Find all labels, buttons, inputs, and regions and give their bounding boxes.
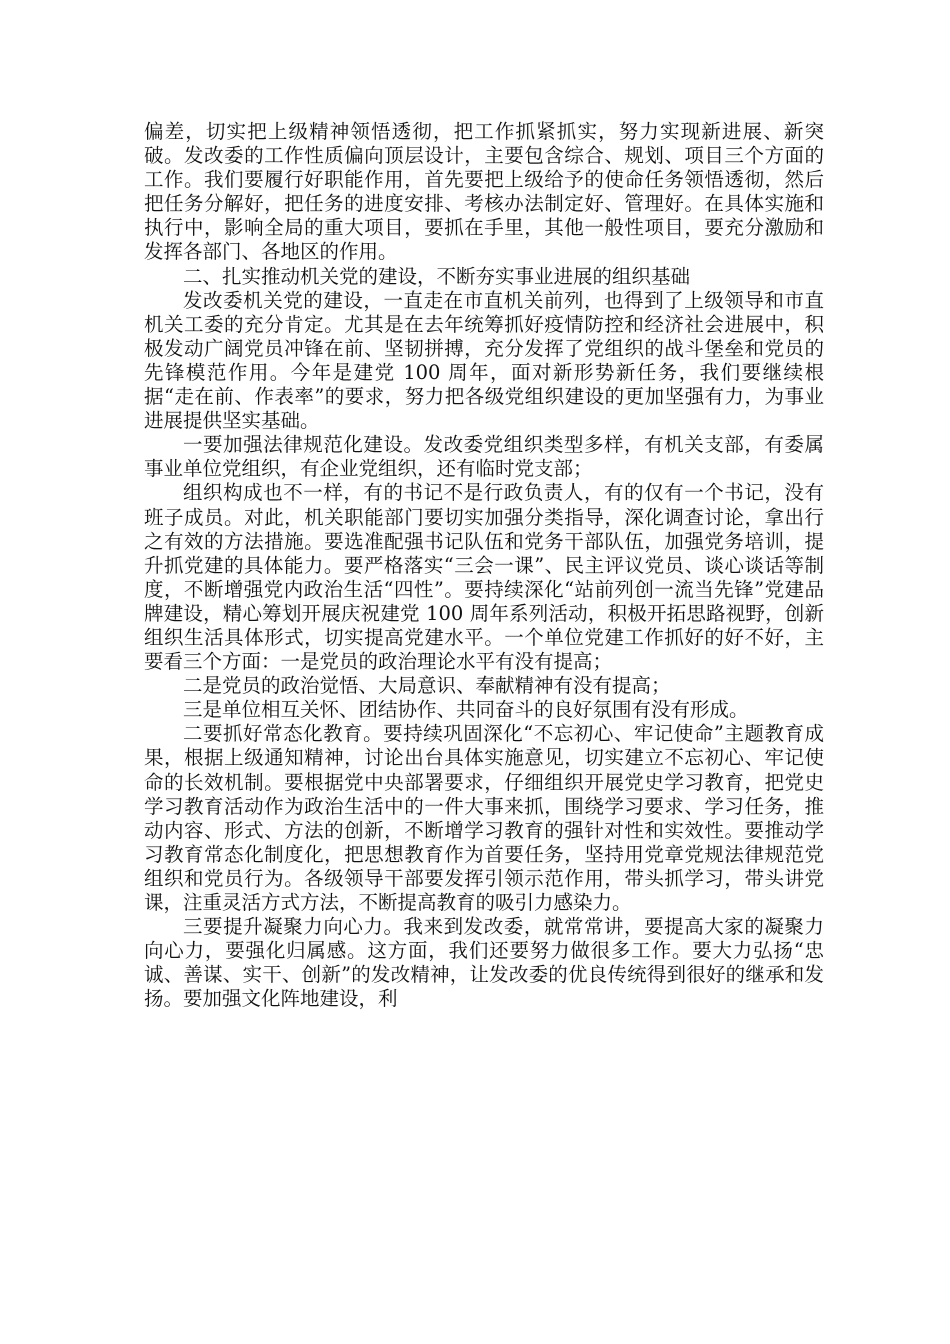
paragraph: 二要抓好常态化教育。要持续巩固深化“不忘初心、牢记使命”主题教育成果，根据上级通知精神，讨论出台具体实施意见，切实建立不忘初心、牢记使命的长效机制。要根据党中央部署要求，仔细组织开展党史学习教育，把党史学习教育活动作为政治生活中的一件大事来抓，围绕学习要求、学习任务，推动内容、形式、方法的创新，不断增学习教育的强针对性和实效性。要推动学习教育常态化制度化，把思想教育作为首要任务，坚持用党章党规法律规范党组织和党员行为。各级领导干部要发挥引领示范作用，带头抓学习，带头讲党课，注重灵活方式方法，不断提高教育的吸引力感染力。 <box>144 722 824 914</box>
paragraph: 一要加强法律规范化建设。发改委党组织类型多样，有机关支部，有委属事业单位党组织，有企业党组织，还有临时党支部； <box>144 433 824 481</box>
paragraph: 二是党员的政治觉悟、大局意识、奉献精神有没有提高； <box>183 674 671 698</box>
paragraph: 发改委机关党的建设，一直走在市直机关前列，也得到了上级领导和市直机关工委的充分肯定。尤其是在去年统筹抓好疫情防控和经济社会进展中，积极发动广阔党员冲锋在前、坚韧拼搏，充分发挥了党组织的战斗堡垒和党员的先锋模范作用。今年是建党 100 周年，面对新形势新任务，我们要继续根据“走在前、作表率”的要求，努力把各级党组织建设的更加坚强有力，为事业进展提供坚实基础。 <box>144 288 824 433</box>
paragraph: 三要提升凝聚力向心力。我来到发改委，就常常讲，要提高大家的凝聚力向心力，要强化归属感。这方面，我们还要努力做很多工作。要大力弘扬“忠诚、善谋、实干、创新”的发改精神，让发改委的优良传统得到很好的继承和发扬。要加强文化阵地建设，利 <box>144 915 824 1011</box>
paragraph: 偏差，切实把上级精神领悟透彻，把工作抓紧抓实，努力实现新进展、新突破。发改委的工作性质偏向顶层设计，主要包含综合、规划、项目三个方面的工作。我们要履行好职能作用，首先要把上级给予的使命任务领悟透彻，然后把任务分解好，把任务的进度安排、考核办法制定好、管理好。在具体实施和执行中，影响全局的重大项目，要抓在手里，其他一般性项目，要充分激励和发挥各部门、各地区的作用。 <box>144 120 824 264</box>
document-body <box>144 120 824 1011</box>
paragraph: 组织构成也不一样，有的书记不是行政负责人，有的仅有一个书记，没有班子成员。对此，机关职能部门要切实加强分类指导，深化调查讨论，拿出行之有效的方法措施。要选准配强书记队伍和党务干部队伍，加强党务培训，提升抓党建的具体能力。要严格落实“三会一课”、民主评议党员、谈心谈话等制度，不断增强党内政治生活“四性”。要持续深化“站前列创一流当先锋”党建品牌建设，精心筹划开展庆祝建党 100 周年系列活动，积极开拓思路视野，创新组织生活具体形式，切实提高党建水平。一个单位党建工作抓好的好不好，主要看三个方面：一是党员的政治理论水平有没有提高； <box>144 481 824 674</box>
paragraph: 三是单位相互关怀、团结协作、共同奋斗的良好氛围有没有形成。 <box>183 698 749 722</box>
section-heading: 二、扎实推动机关党的建设，不断夯实事业进展的组织基础 <box>183 264 691 288</box>
